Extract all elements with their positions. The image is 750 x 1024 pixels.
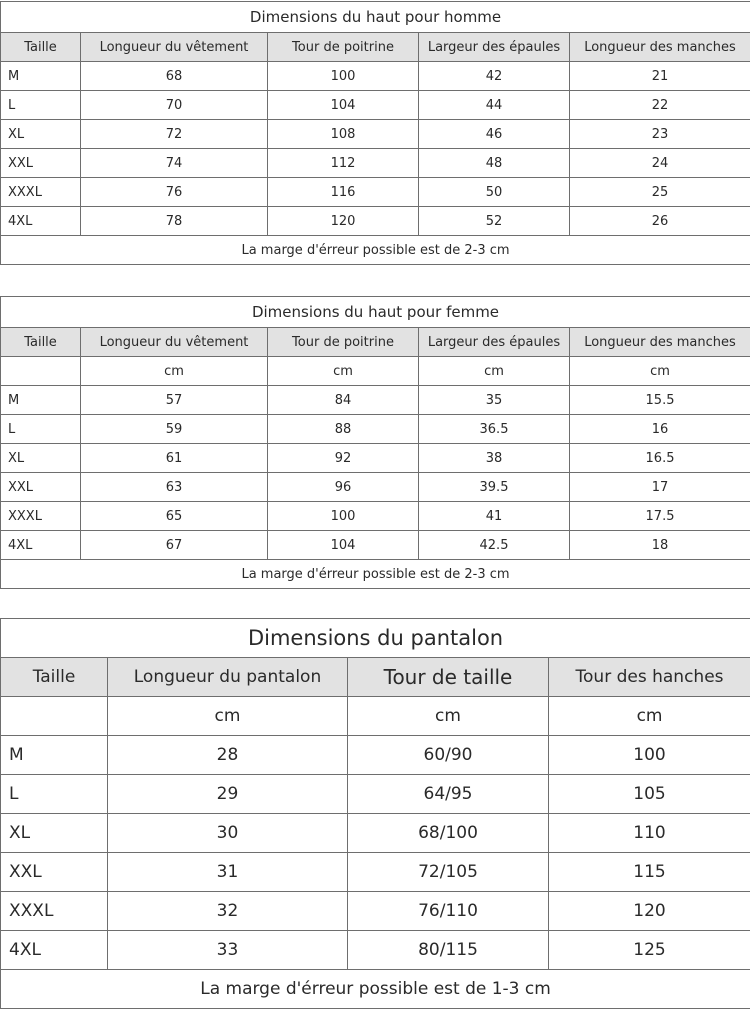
unit-cell: cm bbox=[81, 357, 268, 386]
table-row bbox=[1, 91, 750, 120]
error-margin-note: La marge d'érreur possible est de 2-3 cm bbox=[1, 560, 750, 589]
value-cell: 78 bbox=[81, 207, 268, 236]
value-cell: 39.5 bbox=[419, 473, 570, 502]
unit-cell: cm bbox=[570, 357, 750, 386]
value-cell: 50 bbox=[419, 178, 570, 207]
size-cell: XXL bbox=[1, 853, 108, 892]
table-row bbox=[1, 892, 750, 931]
pants-table-title: Dimensions du pantalon bbox=[1, 619, 750, 658]
value-cell: 36.5 bbox=[419, 415, 570, 444]
unit-cell bbox=[1, 697, 108, 736]
value-cell: 41 bbox=[419, 502, 570, 531]
error-margin-note: La marge d'érreur possible est de 2-3 cm bbox=[1, 236, 750, 265]
value-cell: 46 bbox=[419, 120, 570, 149]
table-row bbox=[1, 386, 750, 415]
value-cell: 28 bbox=[108, 736, 348, 775]
men-header-row bbox=[1, 33, 750, 62]
value-cell: 32 bbox=[108, 892, 348, 931]
size-cell: L bbox=[1, 91, 81, 120]
women-table-title: Dimensions du haut pour femme bbox=[1, 297, 750, 328]
size-cell: 4XL bbox=[1, 207, 81, 236]
value-cell: 61 bbox=[81, 444, 268, 473]
women-header-row bbox=[1, 328, 750, 357]
table-row bbox=[1, 531, 750, 560]
unit-cell bbox=[1, 357, 81, 386]
size-cell: XL bbox=[1, 120, 81, 149]
table-row bbox=[1, 736, 750, 775]
size-cell: M bbox=[1, 736, 108, 775]
value-cell: 64/95 bbox=[348, 775, 549, 814]
value-cell: 100 bbox=[549, 736, 750, 775]
value-cell: 31 bbox=[108, 853, 348, 892]
units-row bbox=[1, 697, 750, 736]
value-cell: 42.5 bbox=[419, 531, 570, 560]
value-cell: 92 bbox=[268, 444, 419, 473]
value-cell: 29 bbox=[108, 775, 348, 814]
table-row bbox=[1, 853, 750, 892]
pants-size-table bbox=[0, 618, 750, 1009]
value-cell: 25 bbox=[570, 178, 750, 207]
value-cell: 76 bbox=[81, 178, 268, 207]
value-cell: 125 bbox=[549, 931, 750, 970]
value-cell: 74 bbox=[81, 149, 268, 178]
value-cell: 80/115 bbox=[348, 931, 549, 970]
unit-cell: cm bbox=[419, 357, 570, 386]
value-cell: 100 bbox=[268, 62, 419, 91]
value-cell: 68/100 bbox=[348, 814, 549, 853]
table-row bbox=[1, 62, 750, 91]
value-cell: 104 bbox=[268, 531, 419, 560]
size-cell: XXXL bbox=[1, 892, 108, 931]
value-cell: 30 bbox=[108, 814, 348, 853]
header-cell: Taille bbox=[1, 328, 81, 357]
value-cell: 26 bbox=[570, 207, 750, 236]
value-cell: 108 bbox=[268, 120, 419, 149]
unit-cell: cm bbox=[268, 357, 419, 386]
table-row bbox=[1, 120, 750, 149]
value-cell: 15.5 bbox=[570, 386, 750, 415]
value-cell: 57 bbox=[81, 386, 268, 415]
value-cell: 17.5 bbox=[570, 502, 750, 531]
table-row bbox=[1, 502, 750, 531]
value-cell: 96 bbox=[268, 473, 419, 502]
size-cell: M bbox=[1, 386, 81, 415]
value-cell: 16 bbox=[570, 415, 750, 444]
value-cell: 68 bbox=[81, 62, 268, 91]
value-cell: 22 bbox=[570, 91, 750, 120]
size-cell: L bbox=[1, 415, 81, 444]
value-cell: 42 bbox=[419, 62, 570, 91]
header-cell: Tour des hanches bbox=[549, 658, 750, 697]
value-cell: 120 bbox=[268, 207, 419, 236]
value-cell: 67 bbox=[81, 531, 268, 560]
value-cell: 76/110 bbox=[348, 892, 549, 931]
value-cell: 100 bbox=[268, 502, 419, 531]
table-row bbox=[1, 178, 750, 207]
women-size-table bbox=[0, 296, 750, 589]
unit-cell: cm bbox=[348, 697, 549, 736]
table-row bbox=[1, 814, 750, 853]
pants-header-row bbox=[1, 658, 750, 697]
value-cell: 18 bbox=[570, 531, 750, 560]
header-cell: Longueur des manches bbox=[570, 328, 750, 357]
value-cell: 112 bbox=[268, 149, 419, 178]
header-cell: Largeur des épaules bbox=[419, 328, 570, 357]
size-cell: XXXL bbox=[1, 178, 81, 207]
value-cell: 63 bbox=[81, 473, 268, 502]
header-cell: Tour de poitrine bbox=[268, 328, 419, 357]
value-cell: 60/90 bbox=[348, 736, 549, 775]
value-cell: 44 bbox=[419, 91, 570, 120]
men-table-title: Dimensions du haut pour homme bbox=[1, 2, 750, 33]
header-cell: Longueur du vêtement bbox=[81, 33, 268, 62]
unit-cell: cm bbox=[108, 697, 348, 736]
size-cell: XXL bbox=[1, 473, 81, 502]
value-cell: 52 bbox=[419, 207, 570, 236]
value-cell: 120 bbox=[549, 892, 750, 931]
size-cell: L bbox=[1, 775, 108, 814]
value-cell: 110 bbox=[549, 814, 750, 853]
size-cell: M bbox=[1, 62, 81, 91]
value-cell: 33 bbox=[108, 931, 348, 970]
header-cell: Longueur du vêtement bbox=[81, 328, 268, 357]
size-cell: XXL bbox=[1, 149, 81, 178]
size-cell: 4XL bbox=[1, 531, 81, 560]
value-cell: 104 bbox=[268, 91, 419, 120]
value-cell: 38 bbox=[419, 444, 570, 473]
value-cell: 72/105 bbox=[348, 853, 549, 892]
error-margin-note: La marge d'érreur possible est de 1-3 cm bbox=[1, 970, 750, 1009]
header-cell: Longueur du pantalon bbox=[108, 658, 348, 697]
header-cell: Taille bbox=[1, 658, 108, 697]
value-cell: 48 bbox=[419, 149, 570, 178]
value-cell: 116 bbox=[268, 178, 419, 207]
table-row bbox=[1, 473, 750, 502]
header-cell: Taille bbox=[1, 33, 81, 62]
value-cell: 16.5 bbox=[570, 444, 750, 473]
unit-cell: cm bbox=[549, 697, 750, 736]
value-cell: 115 bbox=[549, 853, 750, 892]
value-cell: 88 bbox=[268, 415, 419, 444]
table-row bbox=[1, 415, 750, 444]
header-cell: Longueur des manches bbox=[570, 33, 750, 62]
table-row bbox=[1, 207, 750, 236]
table-row bbox=[1, 149, 750, 178]
table-row bbox=[1, 931, 750, 970]
size-cell: XXXL bbox=[1, 502, 81, 531]
value-cell: 84 bbox=[268, 386, 419, 415]
header-cell: Tour de taille bbox=[348, 658, 549, 697]
header-cell: Tour de poitrine bbox=[268, 33, 419, 62]
value-cell: 70 bbox=[81, 91, 268, 120]
value-cell: 59 bbox=[81, 415, 268, 444]
size-cell: 4XL bbox=[1, 931, 108, 970]
table-row bbox=[1, 444, 750, 473]
header-cell: Largeur des épaules bbox=[419, 33, 570, 62]
units-row bbox=[1, 357, 750, 386]
value-cell: 65 bbox=[81, 502, 268, 531]
value-cell: 35 bbox=[419, 386, 570, 415]
value-cell: 24 bbox=[570, 149, 750, 178]
table-row bbox=[1, 775, 750, 814]
value-cell: 72 bbox=[81, 120, 268, 149]
size-cell: XL bbox=[1, 814, 108, 853]
men-size-table bbox=[0, 1, 750, 265]
size-cell: XL bbox=[1, 444, 81, 473]
value-cell: 17 bbox=[570, 473, 750, 502]
value-cell: 23 bbox=[570, 120, 750, 149]
value-cell: 105 bbox=[549, 775, 750, 814]
value-cell: 21 bbox=[570, 62, 750, 91]
